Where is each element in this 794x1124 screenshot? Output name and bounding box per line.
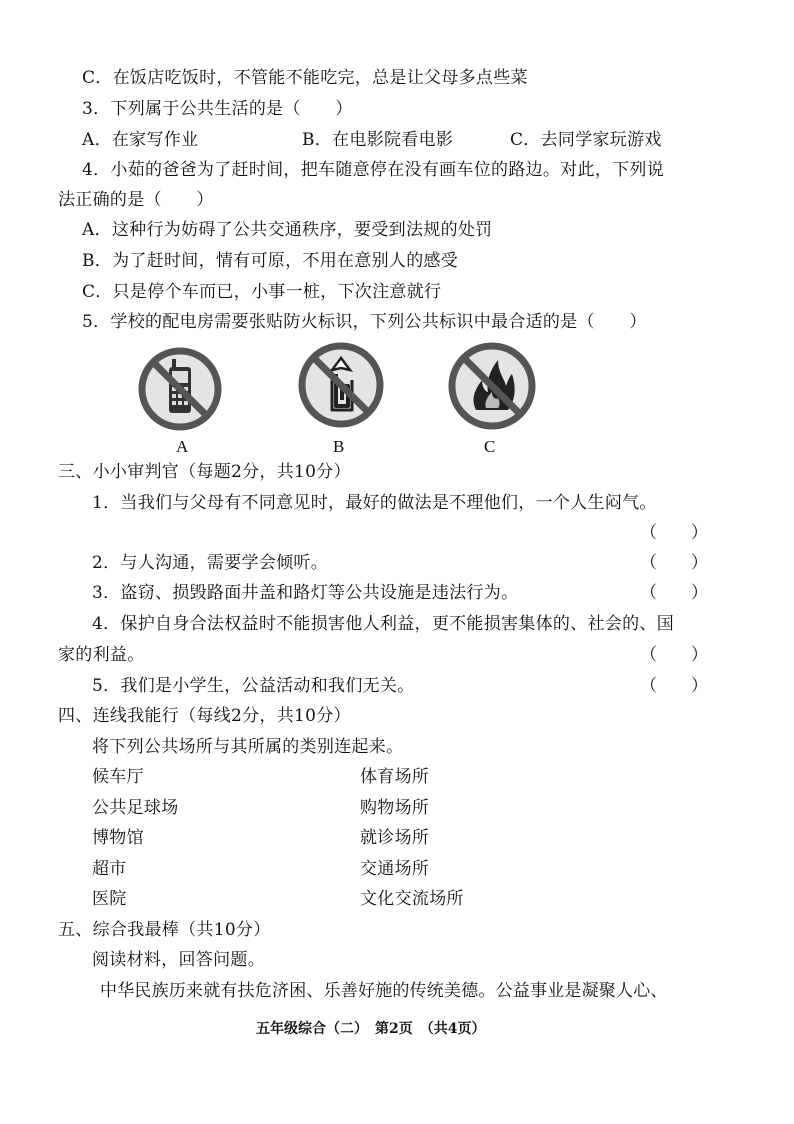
section3-answer-bracket-5[interactable]: （ ） <box>640 676 708 696</box>
place-item[interactable]: 博物馆 <box>92 828 144 848</box>
place-item[interactable]: 医院 <box>92 889 127 909</box>
section3-item-1: 1．当我们与父母有不同意见时，最好的做法是不理他们，一个人生闷气。 <box>92 493 657 513</box>
no-smoking-icon <box>296 340 386 430</box>
q3-option-a: A．在家写作业 <box>82 130 199 150</box>
section3-item-5: 5．我们是小学生，公益活动和我们无关。 <box>92 676 415 696</box>
q4-stem-line1: 4．小茹的爸爸为了赶时间，把车随意停在没有画车位的路边。对此，下列说 <box>82 160 665 180</box>
q3-stem: 3．下列属于公共生活的是（ ） <box>82 99 353 119</box>
section3-item-4-line1: 4．保护自身合法权益时不能损害他人利益，更不能损害集体的、社会的、国 <box>92 614 675 634</box>
category-item[interactable]: 交通场所 <box>360 859 430 879</box>
section5-heading: 五、综合我最棒（共10分） <box>58 920 271 940</box>
q2-option-c: C．在饭店吃饭时，不管能不能吃完，总是让父母多点些菜 <box>82 68 528 88</box>
place-item[interactable]: 候车厅 <box>92 767 144 787</box>
sign-a-label: A <box>176 437 189 456</box>
place-item[interactable]: 公共足球场 <box>92 798 179 818</box>
section4-instruction: 将下列公共场所与其所属的类别连起来。 <box>92 737 404 757</box>
section5-passage-line1: 中华民族历来就有扶危济困、乐善好施的传统美德。公益事业是凝聚人心、 <box>100 981 668 1001</box>
section3-answer-bracket-1[interactable]: （ ） <box>640 523 708 543</box>
q5-stem: 5．学校的配电房需要张贴防火标识，下列公共标识中最合适的是（ ） <box>82 312 647 332</box>
no-mobile-phone-icon <box>136 345 224 433</box>
q4-option-a: A．这种行为妨碍了公共交通秩序，要受到法规的处罚 <box>82 220 493 240</box>
category-item[interactable]: 文化交流场所 <box>360 889 464 909</box>
q3-option-c: C．去同学家玩游戏 <box>510 130 662 150</box>
category-item[interactable]: 购物场所 <box>360 798 430 818</box>
place-item[interactable]: 超市 <box>92 859 127 879</box>
q4-option-b: B．为了赶时间，情有可原，不用在意别人的感受 <box>82 251 459 271</box>
section3-answer-bracket-2[interactable]: （ ） <box>640 553 708 573</box>
page-footer: 五年级综合（二） 第2页 （共4页） <box>256 1021 486 1037</box>
sign-c-label: C <box>484 437 496 456</box>
q4-option-c: C．只是停个车而已，小事一桩，下次注意就行 <box>82 282 442 302</box>
section3-item-3: 3．盗窃、损毁路面井盖和路灯等公共设施是违法行为。 <box>92 583 519 603</box>
section3-answer-bracket-3[interactable]: （ ） <box>640 583 708 603</box>
section3-item-4-line2: 家的利益。 <box>58 645 145 665</box>
q4-stem-line2: 法正确的是（ ） <box>58 190 214 210</box>
section3-heading: 三、小小审判官（每题2分，共10分） <box>58 462 351 482</box>
section5-instruction: 阅读材料，回答问题。 <box>92 950 265 970</box>
category-item[interactable]: 就诊场所 <box>360 828 430 848</box>
no-fire-icon <box>446 340 538 432</box>
sign-b-label: B <box>333 437 345 456</box>
section4-heading: 四、连线我能行（每线2分，共10分） <box>58 706 351 726</box>
q3-option-b: B．在电影院看电影 <box>302 130 454 150</box>
category-item[interactable]: 体育场所 <box>360 767 430 787</box>
section3-answer-bracket-4[interactable]: （ ） <box>640 645 708 665</box>
section3-item-2: 2．与人沟通，需要学会倾听。 <box>92 553 329 573</box>
